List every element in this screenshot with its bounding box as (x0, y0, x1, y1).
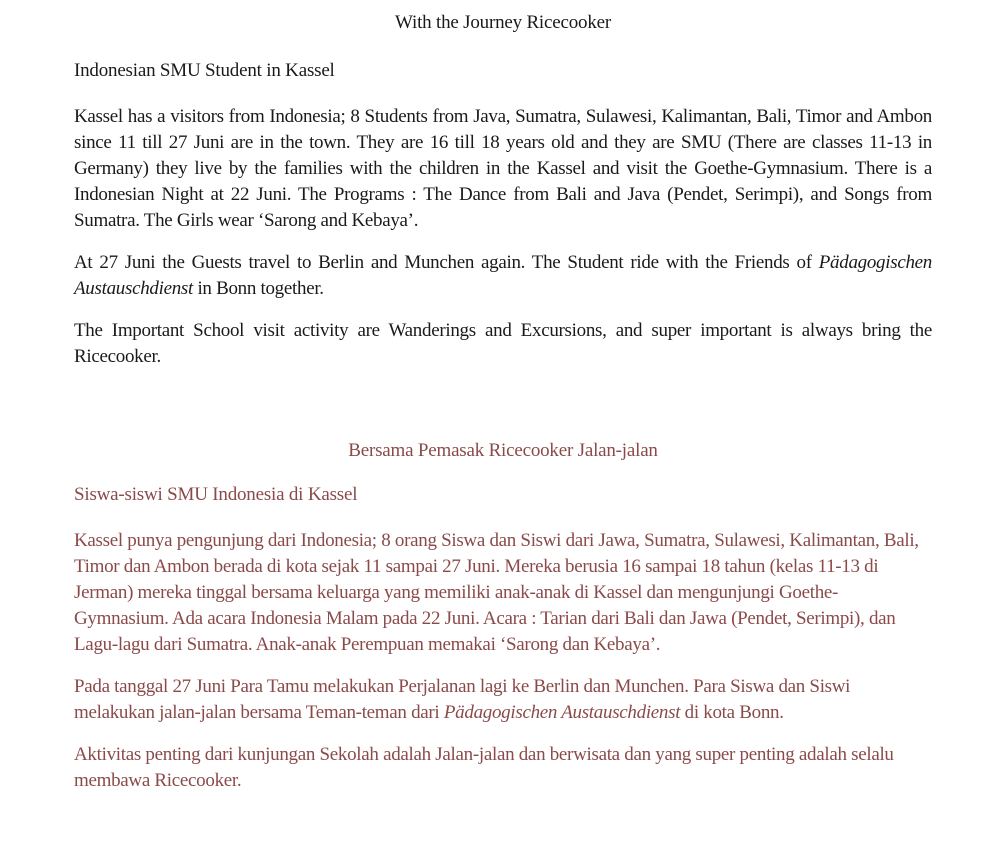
english-section (74, 12, 932, 386)
indonesian-paragraph-3: Aktivitas penting dari kunjungan Sekolah adalah Jalan-jalan dan berwisata dan yang super penting adalah selalu membawa Ricecooker. (74, 744, 894, 791)
indonesian-title: Bersama Pemasak Ricecooker Jalan-jalan (348, 440, 658, 461)
indonesian-paragraph-2-italic: Pädagogischen Austauschdienst (443, 702, 681, 723)
english-paragraph-1: Kassel has a visitors from Indonesia; 8 Students from Java, Sumatra, Sulawesi, Kalimantan, Bali, Timor and Ambon since 11 till 27 Juni are in the town. They are 16 till 18 years old and they are SMU (There are classes 11-13 in Germany) they live by the families with the children in the Kassel and visit the Goethe-Gymnasium. There is a Indonesian Night at 22 Juni. The Programs : The Dance from Bali and Java (Pendet, Serimpi), and Songs from Sumatra. The Girls wear ‘Sarong and Kebaya’. (74, 106, 932, 231)
indonesian-paragraph-1: Kassel punya pengunjung dari Indonesia; 8 orang Siswa dan Siswi dari Jawa, Sumatra, Sulawesi, Kalimantan, Bali, Timor dan Ambon berada di kota sejak 11 sampai 27 Juni. Mereka berusia 16 sampai 18 tahun (kelas 11-13 di Jerman) mereka tinggal bersama keluarga yang memiliki anak-anak di Kassel dan mengunjungi Goethe-Gymnasium. Ada acara Indonesia Malam pada 22 Juni. Acara : Tarian dari Bali dan Jawa (Pendet, Serimpi), dan Lagu-lagu dari Sumatra. Anak-anak Perempuan memakai ‘Sarong dan Kebaya’. (74, 530, 919, 655)
indonesian-paragraph-2 (74, 674, 932, 726)
english-paragraph-2-start: At 27 Juni the Guests travel to Berlin and Munchen again. The Student ride with the Friends of (74, 252, 819, 273)
english-paragraph-3: The Important School visit activity are Wanderings and Excursions, and super important is always bring the Ricecooker. (74, 320, 932, 367)
english-paragraph-2-italic: Pädagogischen Austauschdienst (74, 252, 932, 299)
english-heading: Indonesian SMU Student in Kassel (74, 60, 335, 81)
english-paragraph-2-end: in Bonn together. (193, 278, 324, 299)
indonesian-heading: Siswa-siswi SMU Indonesia di Kassel (74, 484, 358, 505)
english-title: With the Journey Ricecooker (395, 12, 611, 33)
english-paragraph-2 (74, 250, 932, 302)
indonesian-paragraph-2-start: Pada tanggal 27 Juni Para Tamu melakukan Perjalanan lagi ke Berlin dan Munchen. Para Siswa dan Siswi melakukan jalan-jalan bersama Teman-teman dari (74, 676, 851, 723)
indonesian-section (74, 440, 932, 810)
indonesian-paragraph-2-end: di kota Bonn. (680, 702, 784, 723)
